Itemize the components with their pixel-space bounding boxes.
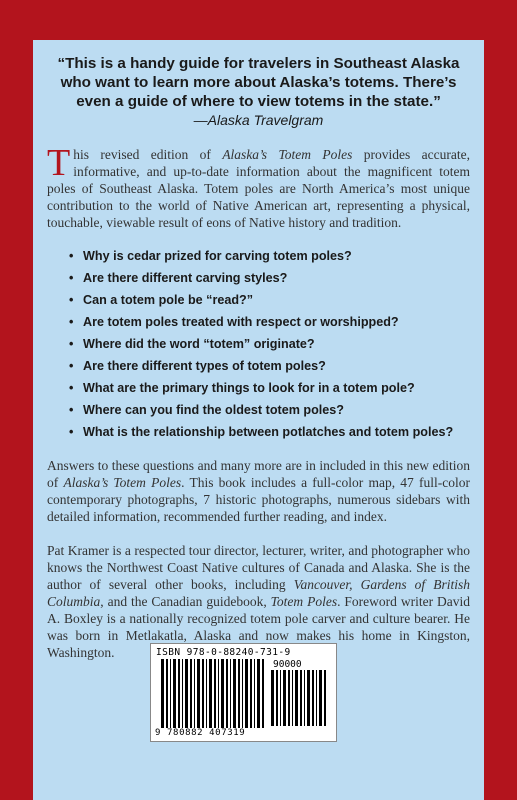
barcode-bar xyxy=(300,670,302,726)
barcode-bar xyxy=(262,659,264,728)
barcode-bar xyxy=(316,670,317,726)
barcode-bars-main xyxy=(161,659,267,728)
barcode-bar xyxy=(304,670,305,726)
quote-line: “This is a handy guide for travelers in Southeast Alaska xyxy=(57,55,460,72)
list-item xyxy=(69,399,470,421)
para-text: Pat Kramer is a respected tour director, lecturer, writer, and photographer who knows the Northwest Coast Native cultures of Canada and Alaska. She is the author of several other books, including xyxy=(47,543,470,592)
bullet-icon: • xyxy=(69,293,74,307)
bullet-icon: • xyxy=(69,381,74,395)
question-text: Are there different carving styles? xyxy=(83,271,288,285)
list-item xyxy=(69,289,470,311)
barcode-bar xyxy=(233,659,236,728)
barcode-bar xyxy=(319,670,322,726)
para-text: , and the Canadian guidebook, xyxy=(100,594,271,609)
intro-text: provides accurate, informative, and up-to-date information about the magnificent totem poles of Southeast Alaska. Totem poles are North America’s most unique contribution to the world of Native American art, representing a physical, touchable, viewable result of eons of Native history and tradition. xyxy=(47,147,470,230)
barcode-bar xyxy=(185,659,188,728)
barcode-bar xyxy=(230,659,231,728)
list-item xyxy=(69,245,470,267)
quote-line: who want to learn more about Alaska’s totems. There’s xyxy=(60,74,457,91)
para-text: Answers to these questions and many more are in included in this new edition of xyxy=(47,458,470,490)
question-text: What is the relationship between potlatches and totem poles? xyxy=(83,425,454,439)
bullet-icon: • xyxy=(69,403,74,417)
list-item xyxy=(69,377,470,399)
question-text: Where did the word “totem” originate? xyxy=(83,337,315,351)
barcode-bar xyxy=(295,670,298,726)
barcode-digits: 9 780882 407319 xyxy=(155,728,246,738)
bullet-icon: • xyxy=(69,315,74,329)
barcode-bar xyxy=(257,659,260,728)
intro-paragraph xyxy=(47,142,470,231)
barcode-bar xyxy=(218,659,219,728)
barcode-bar xyxy=(178,659,180,728)
list-item xyxy=(69,355,470,377)
barcode-bar xyxy=(214,659,216,728)
barcode-bar xyxy=(182,659,183,728)
barcode-bar xyxy=(170,659,171,728)
quote-line: even a guide of where to view totems in the state.” xyxy=(76,93,441,110)
book-title: Vancouver, Gardens of British Columbia xyxy=(47,577,470,609)
barcode-bar xyxy=(226,659,228,728)
barcode-bar xyxy=(197,659,200,728)
barcode-bar xyxy=(166,659,168,728)
barcode-bar xyxy=(190,659,192,728)
bullet-icon: • xyxy=(69,249,74,263)
barcode-bar xyxy=(161,659,164,728)
barcode-bar xyxy=(245,659,248,728)
barcode-bar xyxy=(209,659,212,728)
barcode-bar xyxy=(307,670,310,726)
barcode-bar xyxy=(280,670,281,726)
questions-list xyxy=(47,245,470,443)
barcode-bar xyxy=(254,659,255,728)
intro-text: his revised edition of xyxy=(73,147,223,162)
barcode-bar xyxy=(221,659,224,728)
list-item xyxy=(69,311,470,333)
question-text: Are totem poles treated with respect or worshipped? xyxy=(83,315,399,329)
barcode-bar xyxy=(206,659,207,728)
list-item xyxy=(69,267,470,289)
barcode-bar xyxy=(250,659,252,728)
bullet-icon: • xyxy=(69,271,74,285)
question-text: What are the primary things to look for in a totem pole? xyxy=(83,381,415,395)
review-quote xyxy=(47,54,470,111)
drop-cap: T xyxy=(47,142,71,184)
barcode-bar xyxy=(242,659,243,728)
para-text: . This book includes a full-color map, 47 full-color contemporary photographs, 7 historic photographs, numerous sidebars with detailed information, recommended further reading, and index. xyxy=(47,475,470,524)
barcode-bar xyxy=(276,670,278,726)
barcode-bar xyxy=(271,670,274,726)
barcode-bars-supplement xyxy=(271,670,329,726)
barcode-bar xyxy=(283,670,286,726)
question-text: Can a totem pole be “read?” xyxy=(83,293,254,307)
contents-paragraph xyxy=(47,457,470,525)
isbn-label: ISBN 978-0-88240-731-9 xyxy=(156,647,291,658)
question-text: Where can you find the oldest totem poles? xyxy=(83,403,344,417)
barcode-bar xyxy=(194,659,195,728)
isbn-barcode xyxy=(150,643,337,742)
barcode-bar xyxy=(324,670,326,726)
book-title: Alaska’s Totem Poles xyxy=(63,475,182,490)
bullet-icon: • xyxy=(69,425,74,439)
book-title: Alaska’s Totem Poles xyxy=(222,147,353,162)
barcode-bar xyxy=(288,670,290,726)
barcode-bar xyxy=(312,670,314,726)
book-title: Totem Poles xyxy=(270,594,338,609)
bullet-icon: • xyxy=(69,359,74,373)
list-item xyxy=(69,421,470,443)
price-code: 90000 xyxy=(273,659,302,670)
barcode-bar xyxy=(202,659,204,728)
barcode-bar xyxy=(238,659,240,728)
barcode-bar xyxy=(292,670,293,726)
question-text: Are there different types of totem poles? xyxy=(83,359,326,373)
question-text: Why is cedar prized for carving totem poles? xyxy=(83,249,352,263)
para-text: . Foreword writer David A. Boxley is a nationally recognized totem pole carver and culture bearer. He was born in Metlakatla, Alaska and now makes his home in Kingston, Washington. xyxy=(47,594,470,660)
barcode-bar xyxy=(173,659,176,728)
list-item xyxy=(69,333,470,355)
bullet-icon: • xyxy=(69,337,74,351)
quote-attribution: —Alaska Travelgram xyxy=(193,112,324,128)
